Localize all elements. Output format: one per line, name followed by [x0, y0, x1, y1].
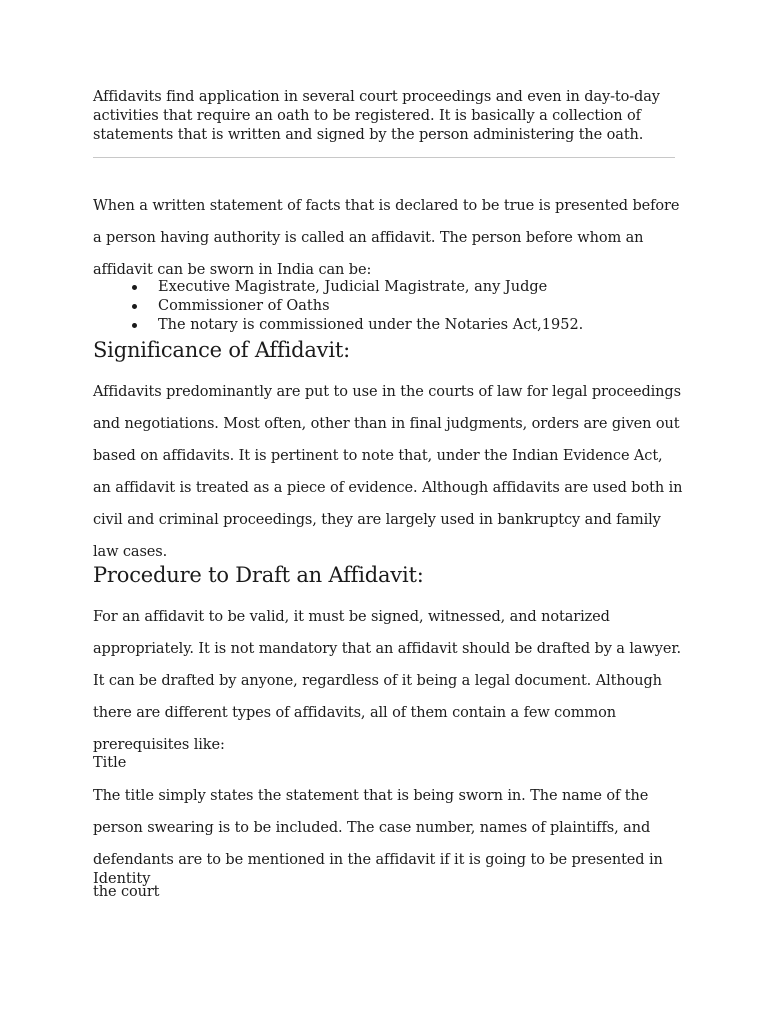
significance-heading: Significance of Affidavit:: [93, 338, 350, 362]
intro-paragraph: Affidavits find application in several court proceedings and even in day-to-day activities that require an oath to be registered. It is basically a collection of statements that is written and signed by the person administering the oath.: [93, 89, 660, 143]
bullet-icon: [132, 323, 137, 328]
procedure-heading: Procedure to Draft an Affidavit:: [93, 563, 424, 587]
list-item-text: The notary is commissioned under the Notaries Act,1952.: [158, 317, 584, 333]
bullet-icon: [132, 285, 137, 290]
list-item-text: Executive Magistrate, Judicial Magistrate, any Judge: [158, 279, 548, 295]
authority-list: [132, 278, 583, 335]
procedure-paragraph: For an affidavit to be valid, it must be signed, witnessed, and notarized appropriately. It is not mandatory that an affidavit should be drafted by a lawyer. It can be drafted by anyone, regardless of it being a legal document. Although there are different types of affidavits, all of them contain a few common prerequisites like:: [93, 609, 682, 753]
identity-label: Identity: [93, 871, 151, 887]
list-item: [132, 297, 583, 316]
significance-paragraph: Affidavits predominantly are put to use in the courts of law for legal proceedings and negotiations. Most often, other than in final judgments, orders are given out based on affidavits. It is pertinent to note that, under the Indian Evidence Act, an affidavit is treated as a piece of evidence. Although affidavits are used both in civil and criminal proceedings, they are largely used in bankruptcy and family law cases.: [93, 384, 683, 560]
title-paragraph: The title simply states the statement that is being sworn in. The name of the person swearing is to be included. The case number, names of plaintiffs, and defendants are to be mentioned in the affidavit if it is going to be presented in the court: [93, 788, 663, 900]
list-item-text: Commissioner of Oaths: [158, 298, 330, 314]
list-item: [132, 316, 583, 335]
definition-paragraph: When a written statement of facts that is declared to be true is presented before a person having authority is called an affidavit. The person before whom an affidavit can be sworn in India can be:: [93, 198, 680, 278]
horizontal-divider: [93, 157, 675, 158]
title-label: Title: [93, 755, 127, 771]
bullet-icon: [132, 304, 137, 309]
list-item: [132, 278, 583, 297]
